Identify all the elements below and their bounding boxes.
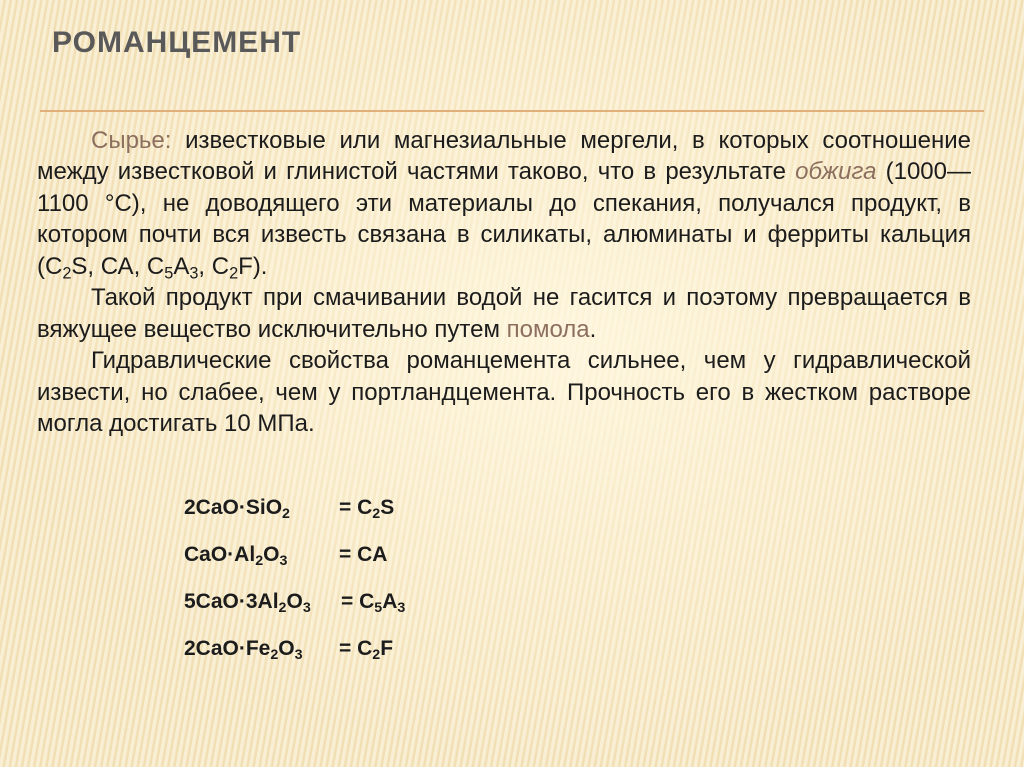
formula-lhs: $2CaO\cdot Fe_2O_3$	[184, 637, 303, 663]
formula-rhs: = $C_5A_3$	[341, 590, 406, 616]
paragraph-slaking: Такой продукт при смачивании водой не гасится и поэтому превращается в вяжущее вещество исключительно путем помола.	[37, 284, 971, 343]
slide-title: РОМАНЦЕМЕНТ	[52, 26, 302, 59]
formula-lhs: $CaO\cdot Al_2O_3$	[184, 543, 288, 569]
paragraph-raw-materials: Сырье: известковые или магнезиальные мергели, в которых соотношение между известковой и глинистой частями таково, что в результате обжига (1000—1100 °С), не доводящего эти материалы до спекания, получался продукт, в котором почти вся известь связана в силикаты, алюминаты и ферриты кальция ($С_2S$, СА, $С_5А_3$, $С_2F$).	[37, 127, 971, 283]
paragraph-hydraulic: Гидравлические свойства романцемента сильнее, чем у гидравлической извести, но слабее, чем у портландцемента. Прочность его в жестком растворе могла достигать 10 МПа.	[37, 347, 971, 437]
formula-rhs: = CA	[339, 543, 388, 566]
formula-lhs: 2CaO·SiO$_2$	[184, 496, 290, 522]
formula-rhs: = $C_2S$	[339, 496, 395, 522]
formula-lhs: $5CaO\cdot 3Al_2O_3$	[184, 590, 311, 616]
formula-rhs: = $C_2F$	[339, 637, 394, 663]
term-grinding: помола	[506, 315, 590, 343]
label-raw-materials: Сырье:	[91, 127, 172, 154]
body-text	[37, 125, 971, 439]
title-divider	[40, 110, 984, 112]
term-firing: обжига	[795, 158, 877, 186]
